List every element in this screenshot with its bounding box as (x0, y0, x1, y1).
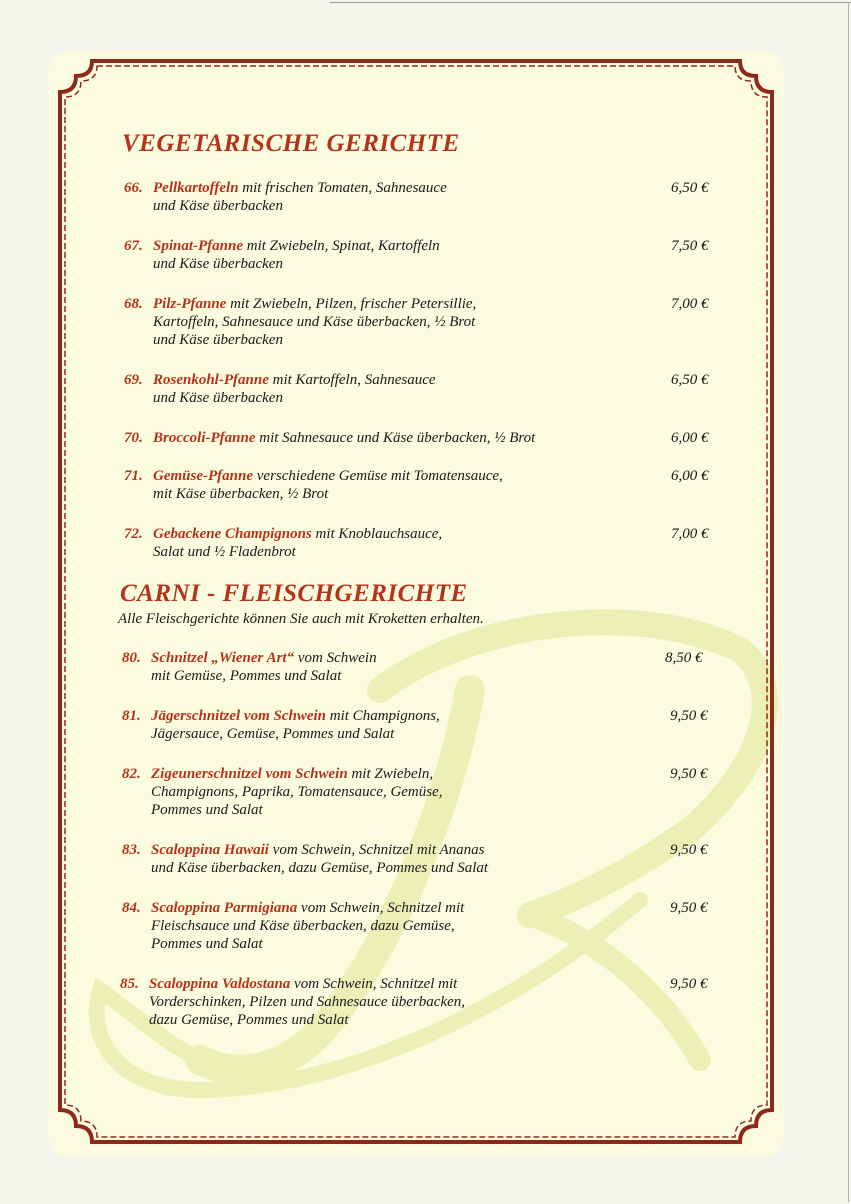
item-number: 85. (120, 976, 139, 992)
item-description-line: und Käse überbacken, dazu Gemüse, Pommes und Salat (151, 860, 489, 876)
item-description-line: und Käse überbacken (153, 390, 283, 406)
menu-item (124, 525, 724, 561)
item-description: verschiedene Gemüse mit Tomatensauce, (253, 468, 503, 484)
item-description: mit Zwiebeln, (347, 766, 434, 782)
item-description-line: Kartoffeln, Sahnesauce und Käse überbacken, ½ Brot (153, 314, 476, 330)
item-description: vom Schwein, Schnitzel mit (297, 900, 465, 916)
menu-item (122, 765, 722, 819)
item-number: 67. (124, 238, 143, 254)
item-name: Zigeunerschnitzel vom Schwein (151, 766, 348, 782)
item-description: vom Schwein, Schnitzel mit Ananas (268, 842, 485, 858)
item-price: 8,50 € (665, 650, 703, 666)
item-number: 70. (124, 430, 143, 446)
item-name: Broccoli-Pfanne (153, 430, 256, 446)
item-description-line: mit Käse überbacken, ½ Brot (153, 486, 329, 502)
item-price: 7,00 € (671, 296, 709, 312)
menu-item (122, 649, 722, 685)
item-name: Scaloppina Valdostana (149, 976, 291, 992)
item-description-line: Fleischsauce und Käse überbacken, dazu Gemüse, (151, 918, 455, 934)
item-number: 83. (122, 842, 141, 858)
item-price: 6,50 € (671, 372, 709, 388)
item-description-line: und Käse überbacken (153, 256, 283, 272)
item-description: mit Sahnesauce und Käse überbacken, ½ Brot (255, 430, 536, 446)
menu-item (124, 179, 724, 215)
menu-item (122, 841, 722, 877)
item-description: mit Zwiebeln, Spinat, Kartoffeln (243, 238, 440, 254)
item-description: vom Schwein (294, 650, 377, 666)
menu-item (122, 707, 722, 743)
item-description: mit Knoblauchsauce, (311, 526, 443, 542)
item-number: 66. (124, 180, 143, 196)
item-description-line: Pommes und Salat (151, 936, 263, 952)
item-description: mit frischen Tomaten, Sahnesauce (238, 180, 447, 196)
menu-item (124, 467, 724, 503)
item-number: 69. (124, 372, 143, 388)
item-price: 9,50 € (670, 766, 708, 782)
item-description-line: Vorderschinken, Pilzen und Sahnesauce überbacken, (149, 994, 466, 1010)
item-name: Gemüse-Pfanne (153, 468, 253, 484)
item-price: 9,50 € (670, 900, 708, 916)
item-description-line: mit Gemüse, Pommes und Salat (151, 668, 342, 684)
menu-item (120, 975, 720, 1029)
item-name: Schnitzel „Wiener Art“ (151, 650, 295, 666)
item-number: 71. (124, 468, 143, 484)
item-number: 84. (122, 900, 141, 916)
item-description-line: und Käse überbacken (153, 198, 283, 214)
section-subtitle-meat: Alle Fleischgerichte können Sie auch mit Kroketten erhalten. (118, 611, 484, 627)
item-price: 7,50 € (671, 238, 709, 254)
item-name: Pilz-Pfanne (153, 296, 227, 312)
item-number: 80. (122, 650, 141, 666)
item-name: Jägerschnitzel vom Schwein (151, 708, 327, 724)
item-name: Pellkartoffeln (153, 180, 239, 196)
item-name: Gebackene Champignons (153, 526, 312, 542)
item-description-line: dazu Gemüse, Pommes und Salat (149, 1012, 349, 1028)
item-name: Scaloppina Hawaii (151, 842, 269, 858)
section-title-vegetarian: VEGETARISCHE GERICHTE (122, 130, 460, 157)
item-description: vom Schwein, Schnitzel mit (290, 976, 458, 992)
item-price: 6,00 € (671, 468, 709, 484)
item-number: 72. (124, 526, 143, 542)
item-price: 9,50 € (670, 842, 708, 858)
item-name: Rosenkohl-Pfanne (153, 372, 269, 388)
item-description-line: Jägersauce, Gemüse, Pommes und Salat (151, 726, 395, 742)
item-number: 81. (122, 708, 141, 724)
item-price: 7,00 € (671, 526, 709, 542)
item-price: 6,00 € (671, 430, 709, 446)
item-name: Spinat-Pfanne (153, 238, 244, 254)
item-description: mit Champignons, (326, 708, 440, 724)
item-description-line: und Käse überbacken (153, 332, 283, 348)
item-description: mit Kartoffeln, Sahnesauce (268, 372, 436, 388)
item-description-line: Pommes und Salat (151, 802, 263, 818)
menu-item (124, 429, 724, 447)
menu-item (124, 371, 724, 407)
section-title-meat: CARNI - FLEISCHGERICHTE (120, 580, 468, 607)
menu-item (122, 899, 722, 953)
item-description: mit Zwiebeln, Pilzen, frischer Petersillie, (226, 296, 477, 312)
item-price: 9,50 € (670, 708, 708, 724)
item-price: 6,50 € (671, 180, 709, 196)
menu-item (124, 237, 724, 273)
item-description-line: Champignons, Paprika, Tomatensauce, Gemüse, (151, 784, 443, 800)
item-number: 68. (124, 296, 143, 312)
item-number: 82. (122, 766, 141, 782)
item-price: 9,50 € (670, 976, 708, 992)
menu-item (124, 295, 724, 349)
item-description-line: Salat und ½ Fladenbrot (153, 544, 296, 560)
item-name: Scaloppina Parmigiana (151, 900, 298, 916)
